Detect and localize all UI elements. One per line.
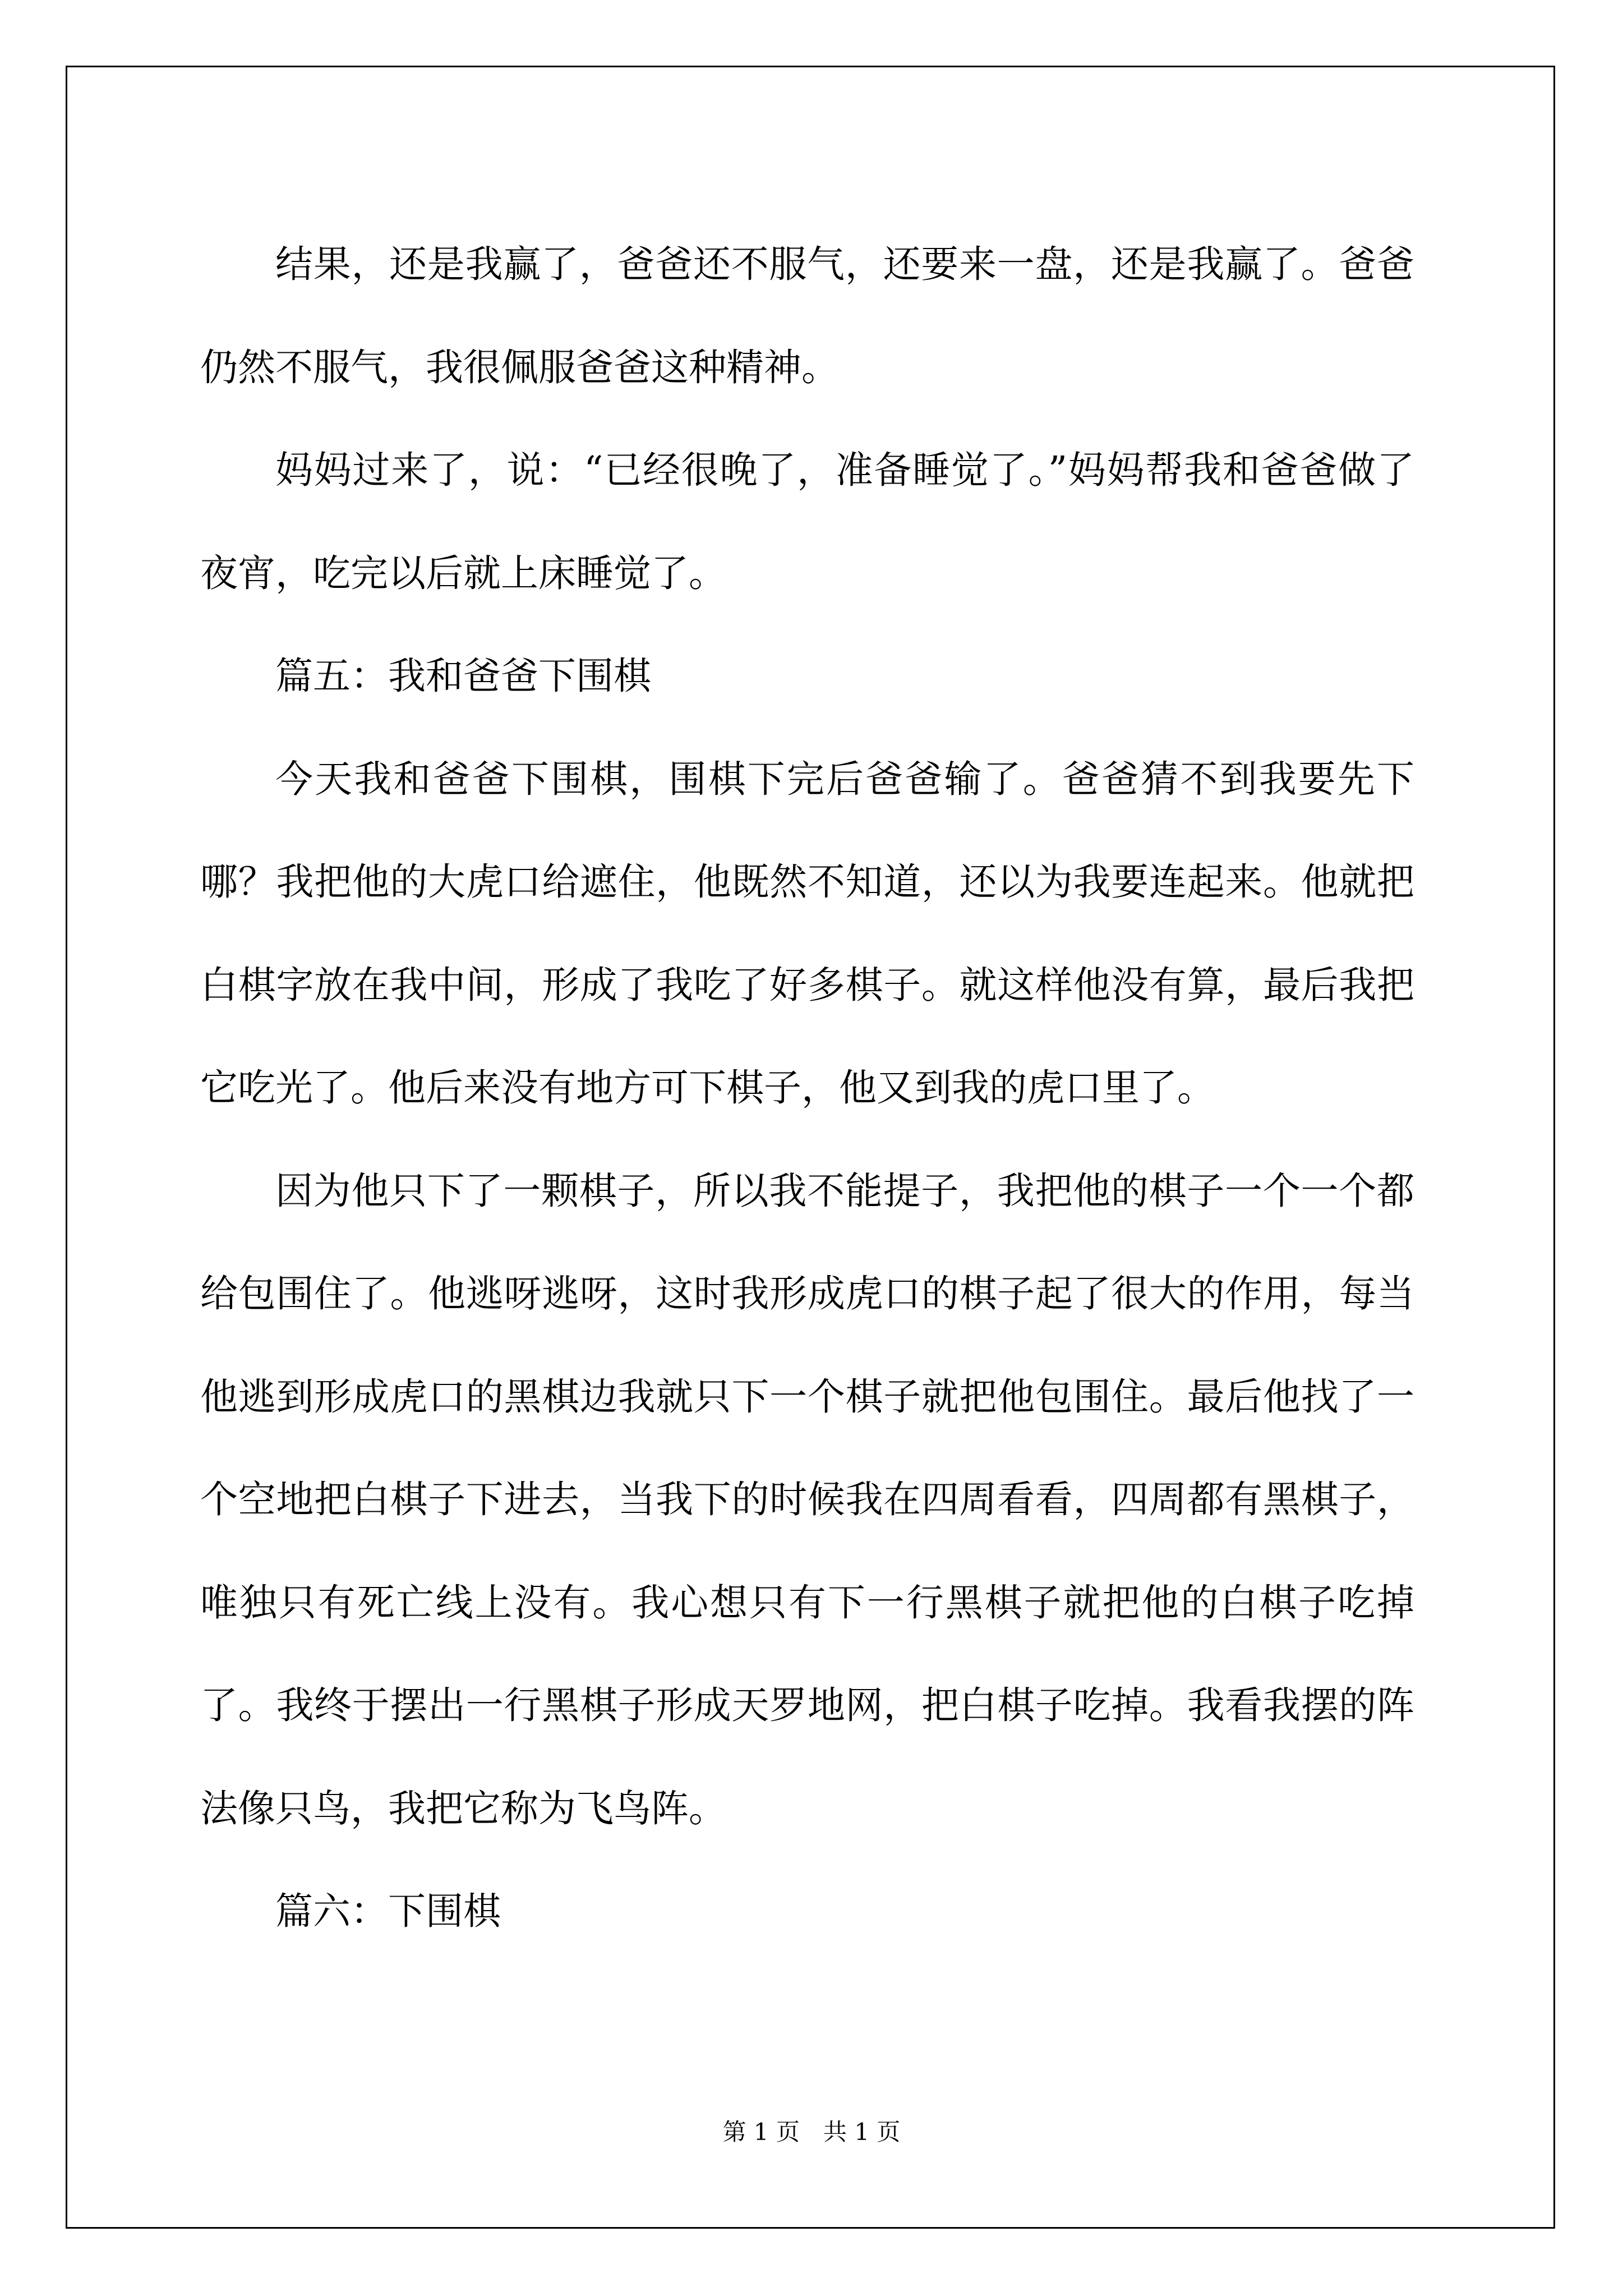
paragraph: 因为他只下了一颗棋子，所以我不能提子，我把他的棋子一个一个都给包围住了。他逃呀逃呀，这时我形成虎口的棋子起了很大的作用，每当他逃到形成虎口的黑棋边我就只下一个棋子就把他包围住。最后他找了一个空地把白棋子下进去，当我下的时候我在四周看看，四周都有黑棋子，唯独只有死亡线上没有。我心想只有下一行黑棋子就把他的白棋子吃掉了。我终于摆出一行黑棋子形成天罗地网，把白棋子吃掉。我看我摆的阵法像只鸟，我把它称为飞鸟阵。 (200, 1168, 1414, 1830)
paragraph: 结果，还是我赢了，爸爸还不服气，还要来一盘，还是我赢了。爸爸仍然不服气，我很佩服爸爸这种精神。 (200, 242, 1414, 389)
section-heading: 篇六：下围棋 (275, 1889, 501, 1933)
section-heading: 篇五：我和爸爸下围棋 (275, 654, 651, 698)
paragraph: 妈妈过来了，说：“已经很晚了，准备睡觉了。”妈妈帮我和爸爸做了夜宵，吃完以后就上床睡觉了。 (200, 448, 1414, 595)
page-footer: 第 1 页 共 1 页 (722, 2118, 901, 2146)
document-body (200, 213, 1414, 1963)
paragraph: 今天我和爸爸下围棋，围棋下完后爸爸输了。爸爸猜不到我要先下哪？我把他的大虎口给遮住，他既然不知道，还以为我要连起来。他就把白棋字放在我中间，形成了我吃了好多棋子。就这样他没有算，最后我把它吃光了。他后来没有地方可下棋子，他又到我的虎口里了。 (200, 757, 1414, 1110)
